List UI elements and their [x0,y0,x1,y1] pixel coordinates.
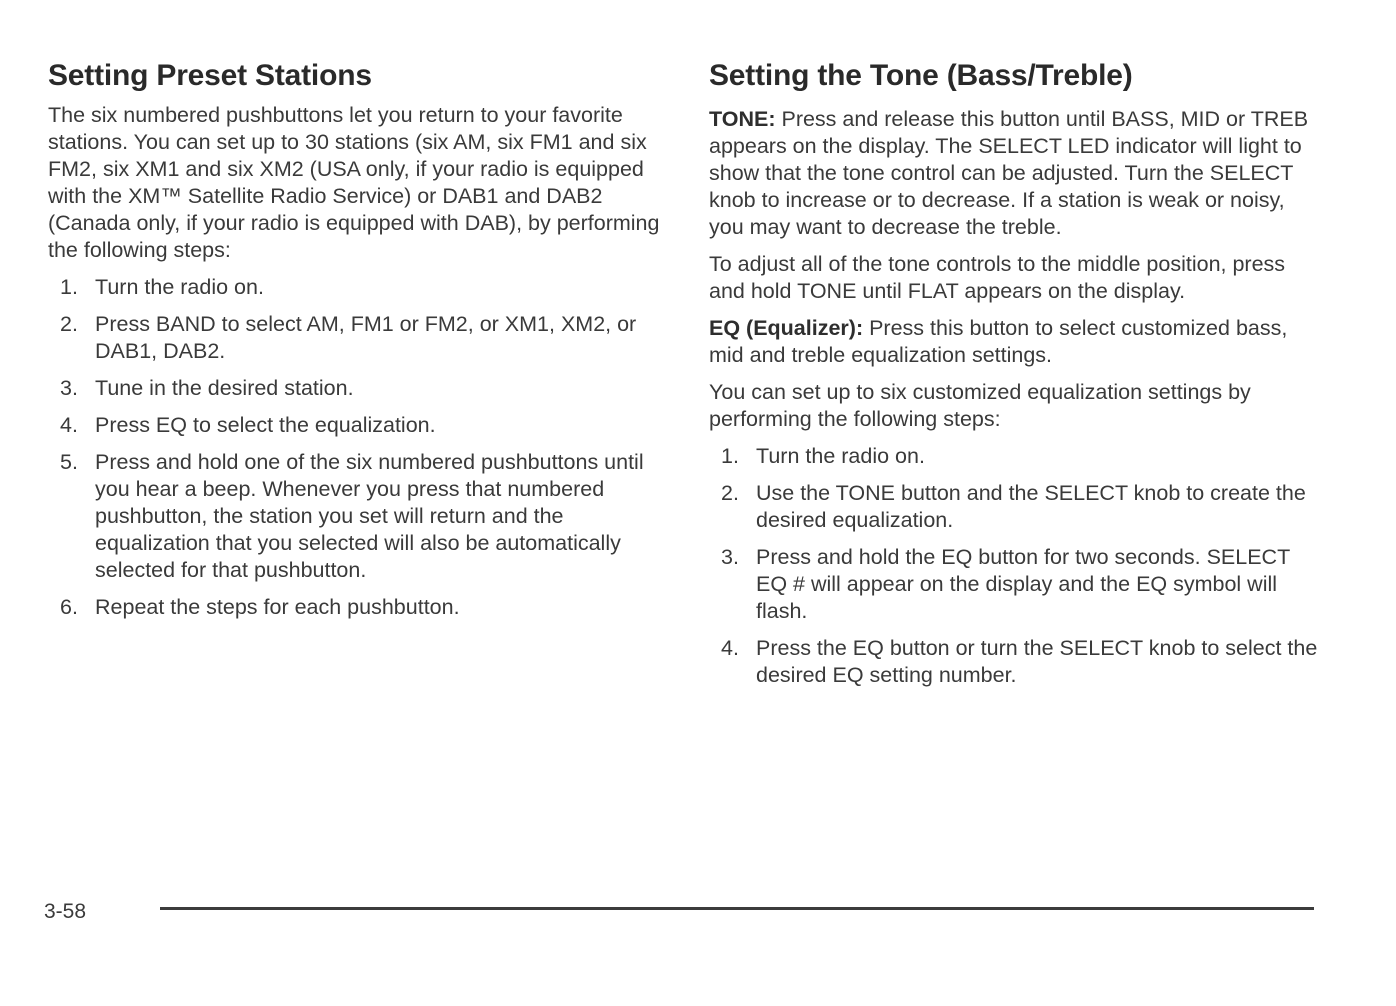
preset-steps-list [48,274,663,621]
step-number: 2. [60,312,78,336]
list-item [48,375,663,402]
step-number: 3. [60,376,78,400]
step-text: Press BAND to select AM, FM1 or FM2, or XM1, XM2, or DAB1, DAB2. [95,312,637,363]
step-text: Press and hold one of the six numbered pushbuttons until you hear a beep. Whenever you press that numbered pushbutton, the station you set will return and the equalization that you selected will also be automatically selected for that pushbutton. [95,450,644,582]
step-text: Tune in the desired station. [95,376,354,400]
eq-paragraph [709,315,1319,369]
section-title-tone: Setting the Tone (Bass/Treble) [709,59,1133,92]
step-number: 6. [60,595,78,619]
step-text: Use the TONE button and the SELECT knob to create the desired equalization. [756,481,1306,532]
list-item [48,594,663,621]
step-number: 4. [60,413,78,437]
left-column [48,56,663,631]
list-item [709,480,1319,534]
list-item [709,544,1319,625]
list-item [709,635,1319,689]
step-text: Turn the radio on. [756,444,925,468]
step-text: Press the EQ button or turn the SELECT knob to select the desired EQ setting number. [756,636,1318,687]
eq-term: EQ (Equalizer): [709,316,864,340]
list-item [48,449,663,584]
preset-intro-paragraph: The six numbered pushbuttons let you return to your favorite stations. You can set up to 30 stations (six AM, six FM1 and six FM2, six XM1 and six XM2 (USA only, if your radio is equipped with the XM™ Satellite Radio Service) or DAB1 and DAB2 (Canada only, if your radio is equipped with DAB), by performing the following steps: [48,103,660,262]
eq-steps-list [709,443,1319,689]
step-number: 2. [721,481,739,505]
list-item [48,311,663,365]
footer-divider [160,907,1314,910]
custom-eq-paragraph: You can set up to six customized equalization settings by performing the following steps: [709,380,1251,431]
step-text: Turn the radio on. [95,275,264,299]
list-item [48,412,663,439]
step-number: 1. [60,275,78,299]
eq-description: Press this button to select customized bass, mid and treble equalization settings. [709,316,1288,367]
list-item [48,274,663,301]
step-number: 1. [721,444,739,468]
step-text: Press and hold the EQ button for two seconds. SELECT EQ # will appear on the display and the EQ symbol will flash. [756,545,1290,623]
step-text: Press EQ to select the equalization. [95,413,436,437]
tone-term: TONE: [709,107,776,131]
page-number: 3-58 [44,900,87,923]
right-column [709,56,1319,699]
adjust-paragraph: To adjust all of the tone controls to the middle position, press and hold TONE until FLAT appears on the display. [709,252,1286,303]
step-number: 4. [721,636,739,660]
tone-paragraph [709,106,1319,241]
section-title-preset-stations: Setting Preset Stations [48,59,372,92]
step-number: 5. [60,450,78,474]
step-text: Repeat the steps for each pushbutton. [95,595,460,619]
step-number: 3. [721,545,739,569]
tone-description: Press and release this button until BASS, MID or TREB appears on the display. The SELECT LED indicator will light to show that the tone control can be adjusted. Turn the SELECT knob to increase or to decrease. If a station is weak or noisy, you may want to decrease the treble. [709,107,1309,239]
list-item [709,443,1319,470]
